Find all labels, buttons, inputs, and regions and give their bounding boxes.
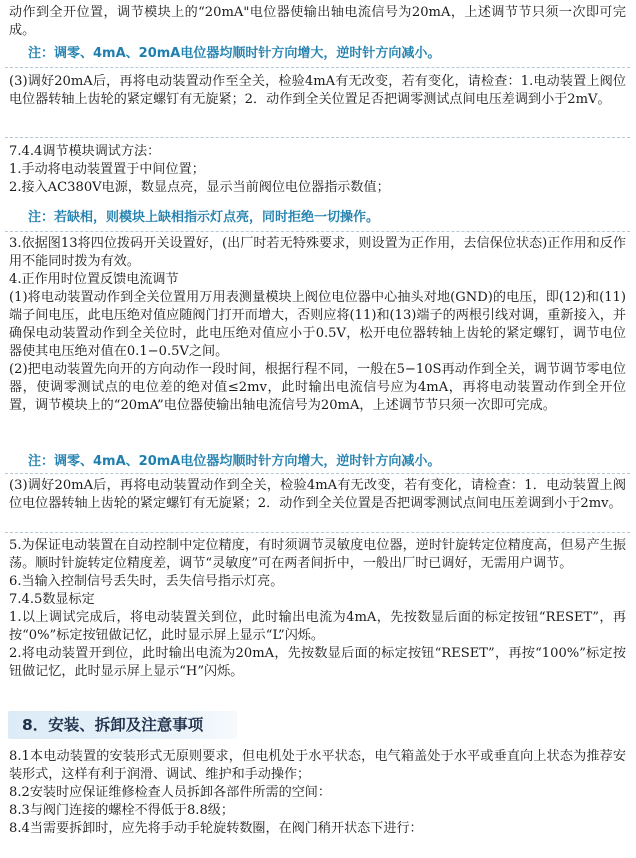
subheading-position-feedback: 4.正作用时位置反馈电流调节 <box>9 272 179 287</box>
subheading-7-4-4: 7.4.4调节模块调试方法： <box>9 144 161 159</box>
divider <box>5 532 630 533</box>
text-line: 动作到全开位置，调节模块上的“20mA"电位器使输出轴电流信号为20mA，上述调节节只须一次即可完成。 <box>9 5 626 38</box>
paragraph-block-5 <box>9 477 626 513</box>
note-potentiometer-direction-2: 注：调零、4mA、20mA电位器均顺时针方向增大，逆时针方向减小。 <box>28 454 441 469</box>
text-line: (3)调好20mA后，再将电动装置动作至全关，检验4mA有无改变，若有变化，请检查：1.电动装置上阀位电位器转轴上齿轮的紧定螺钉有无旋紧；2．动作到全关位置足否把调零测试点间电压差调到小于2mV。 <box>9 74 626 107</box>
text-line: 1.手动将电动装置置于中间位置； <box>9 162 205 177</box>
text-line: 6.当输入控制信号丢失时，丢失信号指示灯亮。 <box>9 574 284 589</box>
text-line: 1.以上调试完成后，将电动装置关到位，此时输出电流为4mA，先按数显后面的标定按钮“RESET”，再按“0%”标定按钮做记忆，此时显示屏上显示“L”闪烁。 <box>9 610 626 643</box>
section-title-installation: 8．安装、拆卸及注意事项 <box>22 716 204 734</box>
text-line: 5.为保证电动装置在自动控制中定位精度，有时须调节灵敏度电位器，逆时针旋转定位精度高，但易产生振荡。顺时针旋转定位精度差，调节“灵敏度”可在两者间折中，一般出厂时已调好，无需用户调节。 <box>9 538 626 571</box>
text-line: (3)调好20mA后，再将电动装置动作到全关，检验4mA有无改变，若有变化，请检查：1．电动装置上阀位电位器转轴上齿轮的紧定螺钉有无旋紧；2．动作到全关位置是否把调零测试点间电压差调到小于2mv。 <box>9 478 626 511</box>
text-line: (2)把电动装置先向开的方向动作一段时间，根据行程不同，一般在5−10S再动作到全关，调节调节零电位器，使调零测试点的电位差的绝对值≤2mv，此时输出电流信号应为4mA，再将电动装置动作到全开位置，调节模块上的“20mA”电位器使输出轴电流信号为20mA，上述调节节只须一次即可完成。 <box>9 362 626 413</box>
note-potentiometer-direction-1: 注：调零、4mA、20mA电位器均顺时针方向增大，逆时针方向减小。 <box>28 46 441 61</box>
text-line: 8.4当需要拆卸时，应先将手动手轮旋转数圈，在阀门稍开状态下进行： <box>9 821 423 836</box>
divider <box>5 137 630 138</box>
paragraph-block-6 <box>9 537 626 681</box>
note-phase-loss: 注：若缺相，则模块上缺相指示灯点亮，同时拒绝一切操作。 <box>28 210 380 225</box>
paragraph-block-1 <box>9 4 626 40</box>
text-line: 8.1本电动装置的安装形式无原则要求，但电机处于水平状态，电气箱盖处于水平或垂直向上状态为推荐安装形式，这样有利于润滑、调试、维护和手动操作； <box>9 749 626 782</box>
text-line: 2.将电动装置开到位，此时输出电流为20mA，先按数显后面的标定按钮“RESET”，再按“100%”标定按钮做记忆，此时显示屏上显示“H”闪烁。 <box>9 646 626 679</box>
text-line: (1)将电动装置动作到全关位置用万用表测量模块上阀位电位器中心抽头对地(GND)的电压，即(12)和(11)端子间电压，此电压绝对值应随阀门打开而增大，否则应将(11)和(13)端子的两根引线对调，重新接入，并确保电动装置动作到全关位时，此电压绝对值应小于0.5V，松开电位器转轴上齿轮的紧定螺钉，调节电位器使其电压绝对值在0.1−0.5V之间。 <box>9 290 626 359</box>
subheading-7-4-5: 7.4.5数显标定 <box>9 592 95 607</box>
text-line: 3.依据图13将四位拨码开关设置好，(出厂时若无特殊要求，则设置为正作用，去信保位状态)正作用和反作用不能同时拨为有效。 <box>9 236 626 269</box>
text-line: 8.3与阀门连接的螺栓不得低于8.8级； <box>9 803 234 818</box>
divider <box>5 231 630 232</box>
divider <box>5 473 630 474</box>
text-line: 2.接入AC380V电源，数显点亮，显示当前阀位电位器指示数值； <box>9 180 390 195</box>
paragraph-block-2 <box>9 73 626 109</box>
text-line: 8.2安装时应保证维修检查人员拆卸各部件所需的空间： <box>9 785 331 800</box>
divider <box>5 67 630 68</box>
paragraph-block-3 <box>9 143 626 197</box>
paragraph-block-7 <box>9 748 626 838</box>
paragraph-block-4 <box>9 235 626 415</box>
